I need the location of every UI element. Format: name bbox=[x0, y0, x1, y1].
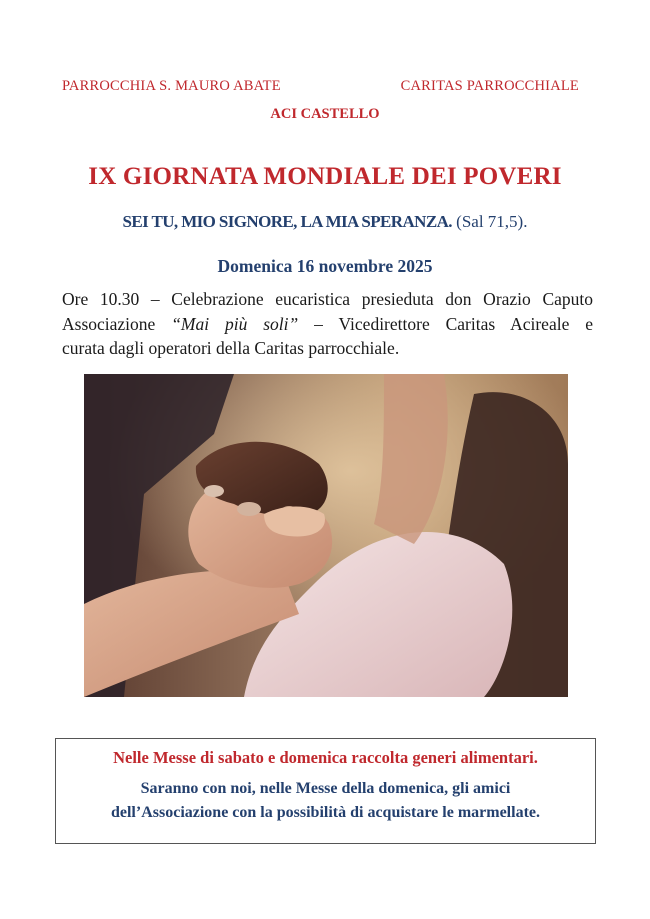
parish-name: PARROCCHIA S. MAURO ABATE bbox=[62, 78, 281, 94]
motto-text: SEI TU, MIO SIGNORE, LA MIA SPERANZA. bbox=[122, 212, 452, 231]
association-name: “Mai più soli” bbox=[171, 313, 299, 334]
page-title: IX GIORNATA MONDIALE DEI POVERI bbox=[88, 163, 562, 190]
description-line-2-suffix: – Vicedirettore Caritas Acireale e bbox=[298, 313, 593, 334]
association-notice-line-2: dell’Associazione con la possibilità di acquistare le marmellate. bbox=[110, 804, 540, 821]
description-line-2-prefix: Associazione bbox=[62, 313, 172, 334]
event-date: Domenica 16 novembre 2025 bbox=[217, 256, 433, 276]
description-line-2 bbox=[62, 312, 593, 337]
association-notice-line-1: Saranno con noi, nelle Messe della domenica, gli amici bbox=[140, 780, 511, 797]
caritas-name: CARITAS PARROCCHIALE bbox=[400, 78, 579, 94]
hands-photo bbox=[84, 374, 568, 697]
event-description bbox=[62, 287, 593, 361]
motto-reference: (Sal 71,5). bbox=[456, 212, 528, 231]
description-line-1: Ore 10.30 – Celebrazione eucaristica presieduta don Orazio Caputo bbox=[62, 289, 593, 309]
description-line-3: curata dagli operatori della Caritas parrocchiale. bbox=[62, 338, 400, 358]
town-name: ACI CASTELLO bbox=[270, 106, 380, 122]
motto bbox=[0, 212, 650, 232]
food-collection-notice: Nelle Messe di sabato e domenica raccolta generi alimentari. bbox=[113, 748, 538, 767]
notice-box bbox=[55, 738, 596, 844]
